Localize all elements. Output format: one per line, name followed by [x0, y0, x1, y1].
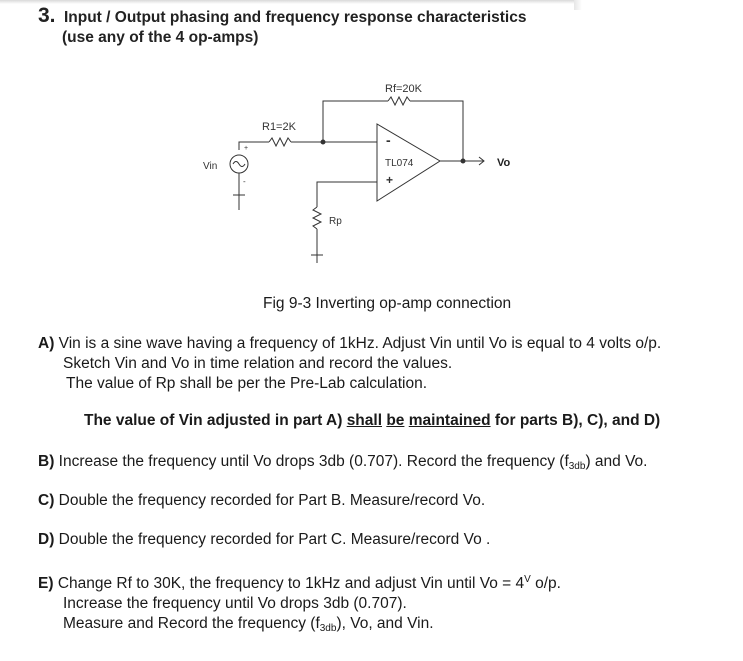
- vin-label: Vin: [203, 161, 218, 172]
- note-pre: The value of Vin adjusted in part A): [84, 412, 347, 429]
- output-node: [461, 159, 465, 163]
- note-maintained: maintained: [408, 412, 491, 429]
- part-e-line3: Measure and Record the frequency (f: [63, 615, 320, 632]
- part-e-label: E): [38, 575, 54, 592]
- source-plus: +: [244, 145, 249, 152]
- part-e: [38, 570, 561, 639]
- part-e-line2: Increase the frequency until Vo drops 3db (0.707).: [63, 595, 407, 612]
- section-number: 3.: [38, 4, 56, 27]
- opamp-minus: -: [386, 132, 391, 148]
- opamp-label: TL074: [385, 158, 414, 169]
- rp-label: Rp: [329, 216, 342, 227]
- section-title: Input / Output phasing and frequency response characteristics: [63, 9, 527, 26]
- part-b-text: Increase the frequency until Vo drops 3db (0.707). Record the frequency (f: [58, 453, 569, 470]
- part-c-text: Double the frequency recorded for Part B. Measure/record Vo.: [58, 492, 486, 509]
- rf-resistor: [388, 97, 410, 105]
- rf-label: Rf=20K: [385, 83, 422, 95]
- opamp-plus: +: [386, 173, 394, 187]
- part-e-line1: Change Rf to 30K, the frequency to 1kHz and adjust Vin until Vo = 4: [57, 575, 525, 592]
- feedback-wire: [323, 101, 388, 142]
- junction-node: [321, 140, 325, 144]
- part-a-label: A): [38, 335, 55, 352]
- note-be: be: [386, 412, 405, 429]
- part-e-sup: V: [524, 574, 531, 585]
- part-b-text-end: ) and Vo.: [585, 453, 648, 470]
- part-d-label: D): [38, 531, 55, 548]
- part-d: [38, 530, 490, 550]
- note-post: for parts B), C), and D): [490, 412, 661, 429]
- part-c-label: C): [38, 492, 55, 509]
- part-e-line3-end: ), Vo, and Vin.: [336, 615, 434, 632]
- r1-resistor: [269, 138, 291, 146]
- part-a-line3: The value of Rp shall be per the Pre-Lab calculation.: [66, 375, 428, 392]
- part-e-sub: 3db: [319, 623, 337, 634]
- section-subtitle: (use any of the 4 op-amps): [62, 29, 259, 46]
- r1-label: R1=2K: [262, 121, 296, 133]
- part-a-line1: Vin is a sine wave having a frequency of 1kHz. Adjust Vin until Vo is equal to 4 volts o/p.: [58, 335, 662, 352]
- part-a: [38, 334, 661, 394]
- rp-resistor: [313, 207, 321, 229]
- figure-caption: Fig 9-3 Inverting op-amp connection: [263, 295, 512, 312]
- sine-icon: [233, 162, 245, 167]
- maintain-vin-note: [84, 412, 660, 430]
- plus-input-wire: [317, 182, 377, 207]
- part-c: [38, 491, 485, 511]
- inverting-opamp-circuit: [0, 0, 743, 300]
- feedback-wire-right: [410, 101, 463, 161]
- note-shall: shall: [346, 412, 383, 429]
- vo-label: Vo: [497, 157, 511, 169]
- part-b: [38, 452, 647, 477]
- part-b-label: B): [38, 453, 55, 470]
- part-a-line2: Sketch Vin and Vo in time relation and record the values.: [63, 355, 453, 372]
- part-d-text: Double the frequency recorded for Part C. Measure/record Vo .: [58, 531, 491, 548]
- part-e-line1-end: o/p.: [530, 575, 561, 592]
- part-b-sub: 3db: [568, 461, 586, 472]
- source-minus: -: [243, 177, 246, 186]
